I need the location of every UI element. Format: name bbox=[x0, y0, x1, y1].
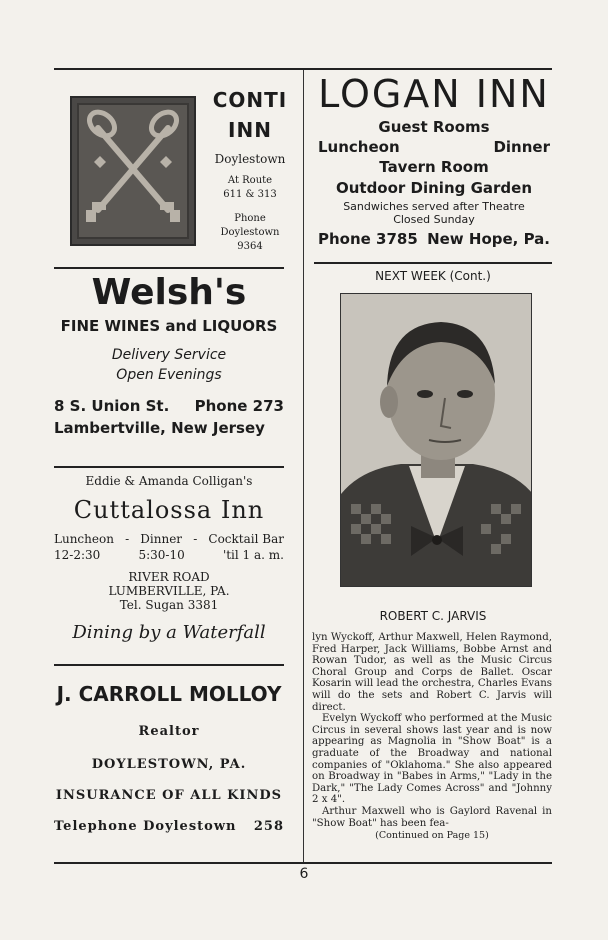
conti-bottom-rule bbox=[54, 267, 284, 269]
welsh-subtitle: FINE WINES and LIQUORS bbox=[60, 317, 278, 335]
cuttalossa-meal-3: Cocktail Bar bbox=[208, 532, 284, 546]
cuttalossa-meal-1: Luncheon bbox=[54, 532, 114, 546]
conti-route-line2: 611 & 313 bbox=[223, 189, 277, 200]
page-number: 6 bbox=[299, 866, 309, 882]
conti-phone-line3: 9364 bbox=[237, 241, 263, 252]
photo-caption: ROBERT C. JARVIS bbox=[379, 609, 487, 623]
logan-tavern-room: Tavern Room bbox=[379, 158, 489, 176]
column-divider bbox=[303, 70, 304, 862]
cuttalossa-hours-2: 5:30-10 bbox=[138, 548, 185, 562]
cuttalossa-hours-row bbox=[54, 548, 284, 562]
welsh-delivery: Delivery Service bbox=[111, 347, 227, 363]
bottom-rule bbox=[54, 862, 552, 864]
conti-phone-line1: Phone bbox=[234, 213, 266, 224]
molloy-town: DOYLESTOWN, PA. bbox=[91, 757, 247, 772]
logan-guest-rooms: Guest Rooms bbox=[378, 118, 490, 136]
molloy-name: J. CARROLL MOLLOY bbox=[56, 682, 282, 706]
welsh-address-row bbox=[54, 397, 284, 415]
logan-closed: Closed Sunday bbox=[393, 213, 475, 226]
logan-sandwiches: Sandwiches served after Theatre bbox=[343, 200, 525, 213]
article-paragraph-2: Evelyn Wyckoff who performed at the Music Circus in several shows last year and is now appearing as Magnolia in "Show Boat" is a graduate of the Broadway and national companies of "Oklahoma." She also appeared on Broadway in "Babes in Arms," "Lady in the Dark," "The Lady Comes Across" and "Johnny 2 x 4". bbox=[312, 713, 552, 806]
conti-inn-block bbox=[210, 88, 290, 254]
cuttalossa-road: RIVER ROAD bbox=[128, 570, 210, 584]
logan-phone-row bbox=[314, 230, 554, 248]
logan-luncheon: Luncheon bbox=[318, 138, 400, 156]
article-text bbox=[312, 632, 552, 842]
molloy-block bbox=[54, 682, 284, 834]
article-paragraph-3: Arthur Maxwell who is Gaylord Ravenal in "Show Boat" has been fea- bbox=[312, 805, 552, 829]
cuttalossa-block bbox=[54, 474, 284, 643]
molloy-insurance: INSURANCE OF ALL KINDS bbox=[55, 788, 283, 803]
molloy-phone-row bbox=[54, 819, 284, 834]
article-continued: (Continued on Page 15) bbox=[375, 830, 489, 842]
conti-name-line1: CONTI bbox=[212, 88, 288, 112]
logan-inn-block bbox=[314, 72, 554, 248]
welsh-phone: Phone 273 bbox=[194, 397, 284, 415]
logan-title: LOGAN INN bbox=[318, 72, 550, 116]
cuttalossa-owners: Eddie & Amanda Colligan's bbox=[85, 474, 253, 488]
cuttalossa-name: Cuttalossa Inn bbox=[73, 496, 265, 524]
logan-phone: Phone 3785 bbox=[318, 230, 418, 248]
next-week-heading: NEXT WEEK (Cont.) bbox=[375, 269, 491, 283]
welsh-title: Welsh's bbox=[91, 272, 247, 313]
welsh-open: Open Evenings bbox=[116, 367, 222, 383]
molloy-phone-label: Telephone Doylestown bbox=[54, 819, 237, 834]
article-paragraph-1: lyn Wyckoff, Arthur Maxwell, Helen Raymond, Fred Harper, Jack Williams, Bobbe Arnst and Rowan Tudor, as well as the Music Circus Choral Group and Corps de Ballet. Oscar Kosarin will lead the orchestra, Charles Evans will do the sets and Robert C. Jarvis will direct. bbox=[312, 632, 552, 713]
robert-jarvis-photo bbox=[340, 293, 532, 587]
logan-bottom-rule bbox=[314, 262, 552, 264]
molloy-title: Realtor bbox=[138, 724, 200, 739]
logan-outdoor: Outdoor Dining Garden bbox=[335, 179, 533, 197]
cuttalossa-bottom-rule bbox=[54, 664, 284, 666]
welsh-bottom-rule bbox=[54, 466, 284, 468]
welsh-city: Lambertville, New Jersey bbox=[54, 419, 265, 437]
conti-route-line1: At Route bbox=[227, 175, 273, 186]
conti-town: Doylestown bbox=[214, 152, 286, 166]
conti-phone-line2: Doylestown bbox=[220, 227, 280, 238]
cuttalossa-slogan: Dining by a Waterfall bbox=[72, 622, 266, 643]
conti-name-line2: INN bbox=[228, 118, 272, 142]
welsh-block bbox=[54, 272, 284, 437]
logan-dinner: Dinner bbox=[493, 138, 550, 156]
logan-meals-row bbox=[314, 138, 554, 156]
cuttalossa-tel: Tel. Sugan 3381 bbox=[119, 598, 219, 612]
cuttalossa-meal-2: Dinner bbox=[140, 532, 183, 546]
cuttalossa-hours-1: 12-2:30 bbox=[54, 548, 101, 562]
logan-town: New Hope, Pa. bbox=[427, 230, 550, 248]
welsh-address: 8 S. Union St. bbox=[54, 397, 170, 415]
crossed-keys-icon bbox=[70, 96, 196, 246]
cuttalossa-meals-row: Luncheon - Dinner - Cocktail Bar bbox=[54, 532, 284, 546]
cuttalossa-town: LUMBERVILLE, PA. bbox=[108, 584, 230, 598]
molloy-phone-number: 258 bbox=[253, 819, 284, 834]
cuttalossa-hours-3: 'til 1 a. m. bbox=[222, 548, 284, 562]
